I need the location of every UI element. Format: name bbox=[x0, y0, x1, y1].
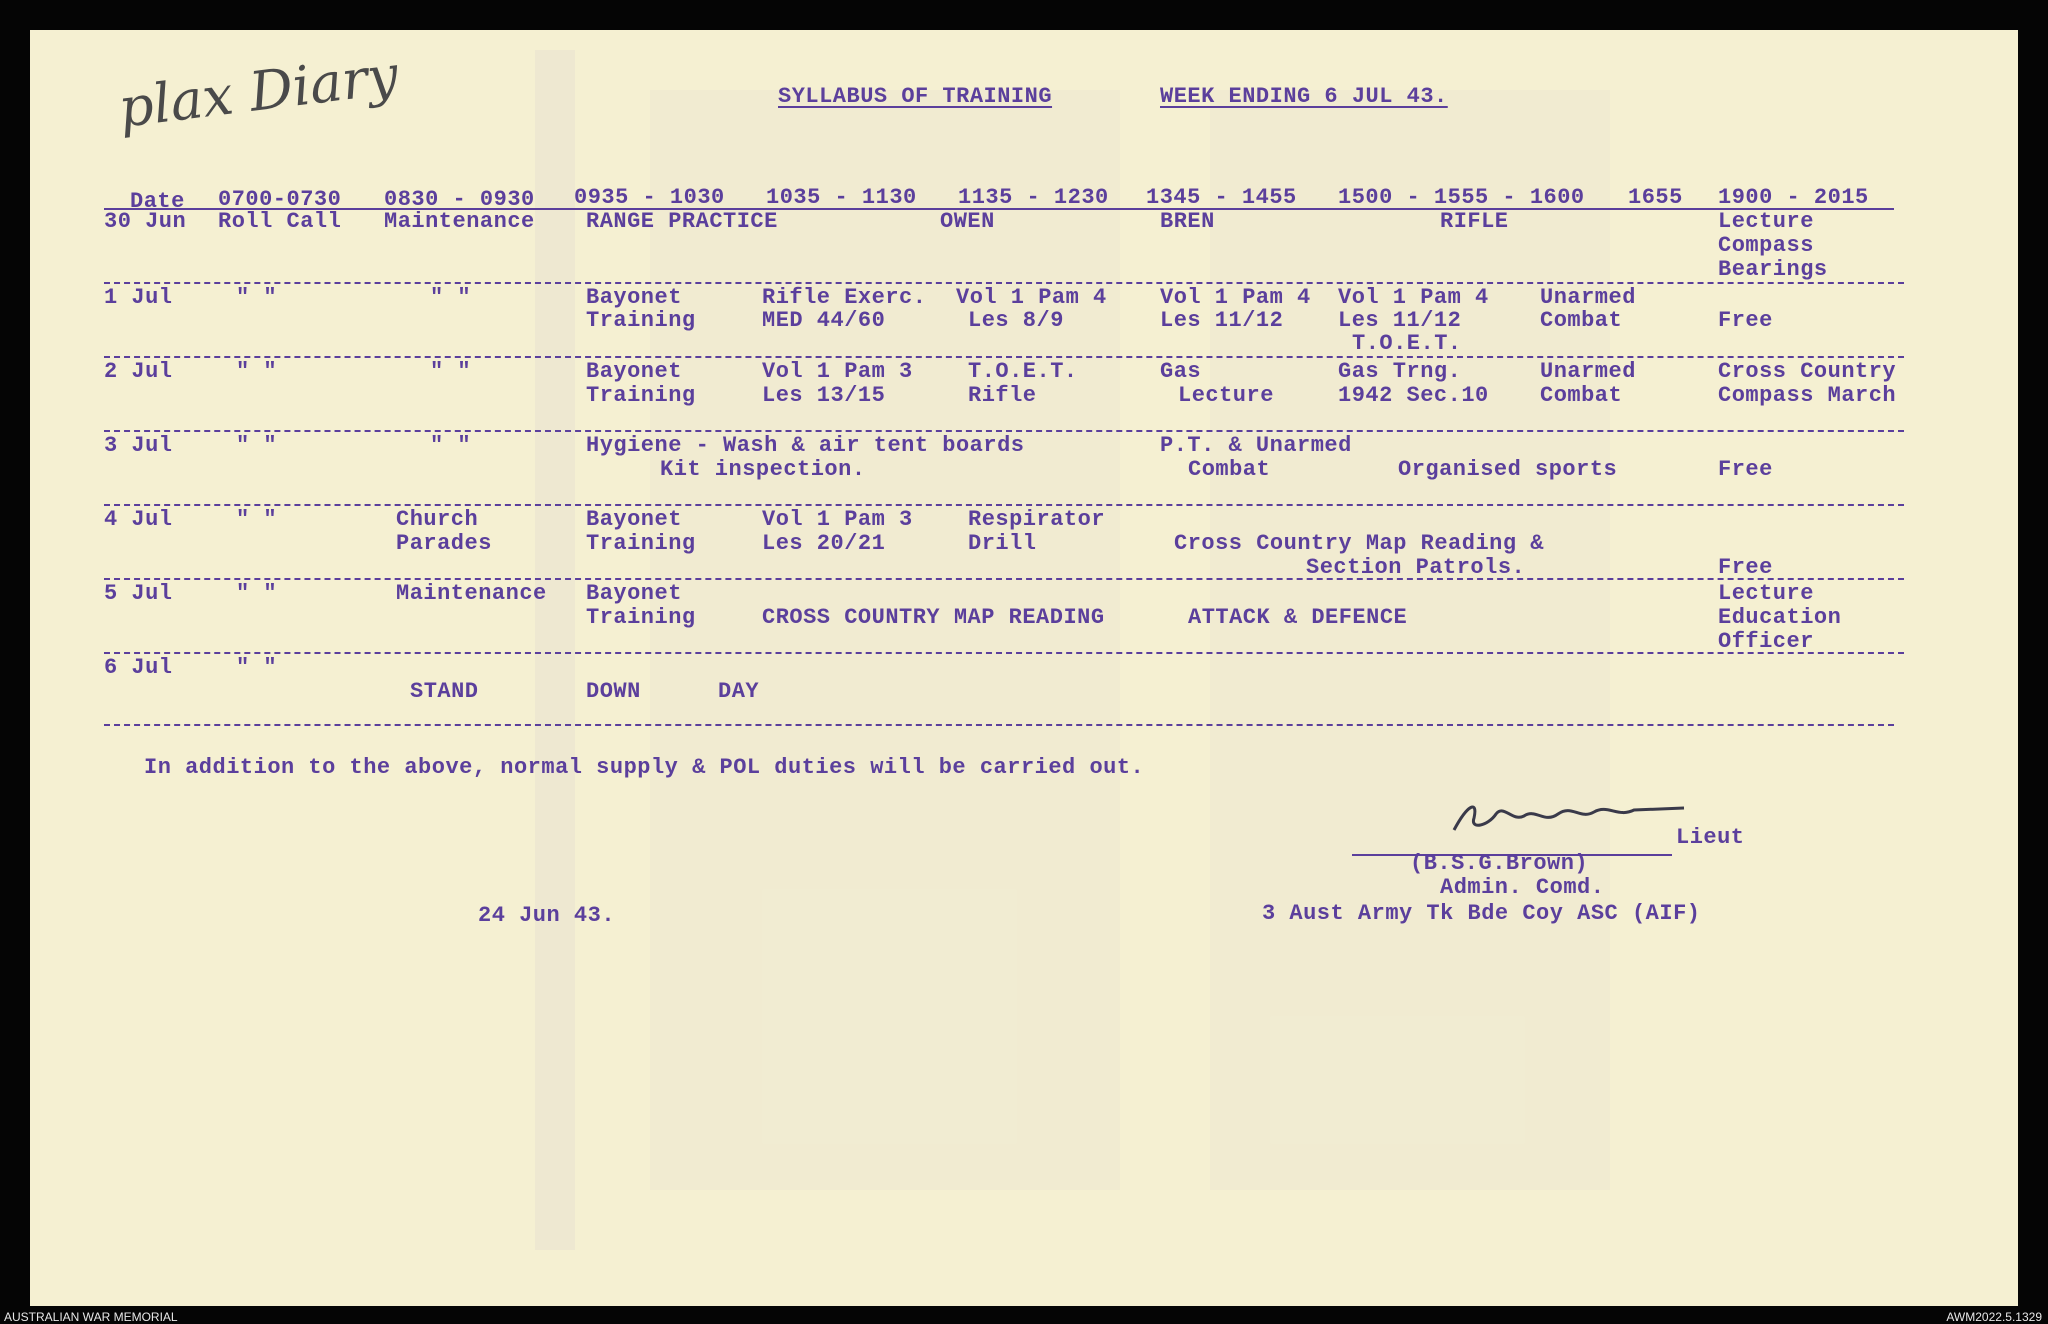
cell: Combat bbox=[1540, 383, 1623, 408]
cell: RANGE PRACTICE bbox=[586, 209, 778, 234]
cell: Lecture bbox=[1178, 383, 1274, 408]
handwritten-note: plax Diary bbox=[115, 43, 402, 140]
cell: Training bbox=[586, 605, 696, 630]
cell: " " bbox=[236, 433, 278, 458]
cell: Rifle bbox=[968, 383, 1037, 408]
cell: DOWN bbox=[586, 679, 641, 704]
cell: OWEN bbox=[940, 209, 995, 234]
row-divider bbox=[104, 430, 1904, 432]
header-time-1: 0700-0730 bbox=[218, 187, 342, 212]
cell: T.O.E.T. bbox=[1352, 331, 1462, 356]
row-date: 6 Jul bbox=[104, 655, 173, 680]
week-ending: WEEK ENDING 6 JUL 43. bbox=[1160, 84, 1448, 109]
cell: Combat bbox=[1540, 308, 1623, 333]
header-time-2: 0830 - 0930 bbox=[384, 187, 535, 212]
signatory-title: Admin. Comd. bbox=[1440, 875, 1605, 900]
cell: CROSS COUNTRY MAP READING bbox=[762, 605, 1105, 630]
row-date: 2 Jul bbox=[104, 359, 173, 384]
cell: STAND bbox=[410, 679, 479, 704]
archive-label: AUSTRALIAN WAR MEMORIAL bbox=[4, 1310, 178, 1324]
cell: Les 13/15 bbox=[762, 383, 886, 408]
cell: P.T. & Unarmed bbox=[1160, 433, 1352, 458]
cell: Compass bbox=[1718, 233, 1814, 258]
cell: Vol 1 Pam 3 bbox=[762, 507, 913, 532]
cell: " " bbox=[236, 581, 278, 606]
cell: RIFLE bbox=[1440, 209, 1509, 234]
signatory-unit: 3 Aust Army Tk Bde Coy ASC (AIF) bbox=[1262, 901, 1701, 926]
cell: Lecture bbox=[1718, 581, 1814, 606]
cell: Unarmed bbox=[1540, 359, 1636, 384]
cell: Roll Call bbox=[218, 209, 342, 234]
cell: " " bbox=[430, 359, 472, 384]
row-divider bbox=[104, 578, 1904, 580]
cell: Training bbox=[586, 531, 696, 556]
row-date: 4 Jul bbox=[104, 507, 173, 532]
row-date: 1 Jul bbox=[104, 285, 173, 310]
cell: Maintenance bbox=[396, 581, 547, 606]
cell: Vol 1 Pam 4 bbox=[1338, 285, 1489, 310]
cell: BREN bbox=[1160, 209, 1215, 234]
cell: Training bbox=[586, 383, 696, 408]
cell: 1942 Sec.10 bbox=[1338, 383, 1489, 408]
signature-scrawl bbox=[1448, 796, 1698, 836]
cell: Bearings bbox=[1718, 257, 1828, 282]
header-time-6: 1345 - 1455 bbox=[1146, 185, 1297, 210]
cell: Bayonet bbox=[586, 581, 682, 606]
row-divider bbox=[104, 504, 1904, 506]
cell: Combat bbox=[1188, 457, 1271, 482]
cell: " " bbox=[236, 655, 278, 680]
cell: Cross Country Map Reading & bbox=[1174, 531, 1544, 556]
header-time-5: 1135 - 1230 bbox=[958, 185, 1109, 210]
cell: Organised sports bbox=[1398, 457, 1618, 482]
cell: MED 44/60 bbox=[762, 308, 886, 333]
cell: Bayonet bbox=[586, 507, 682, 532]
cell: Les 8/9 bbox=[968, 308, 1064, 333]
supply-note: In addition to the above, normal supply & POL duties will be carried out. bbox=[144, 755, 1145, 780]
header-time-7: 1500 - 1555 - 1600 bbox=[1338, 185, 1585, 210]
row-date: 3 Jul bbox=[104, 433, 173, 458]
cell: Drill bbox=[968, 531, 1037, 556]
cell: Free bbox=[1718, 555, 1773, 580]
cell: T.O.E.T. bbox=[968, 359, 1078, 384]
cell: Parades bbox=[396, 531, 492, 556]
cell: Les 20/21 bbox=[762, 531, 886, 556]
document-title: SYLLABUS OF TRAINING bbox=[778, 84, 1053, 109]
row-date: 5 Jul bbox=[104, 581, 173, 606]
header-underline bbox=[104, 208, 1894, 210]
cell: Vol 1 Pam 3 bbox=[762, 359, 913, 384]
cell: Officer bbox=[1718, 629, 1814, 654]
cell: " " bbox=[236, 359, 278, 384]
cell: Gas Trng. bbox=[1338, 359, 1462, 384]
cell: Hygiene - Wash & air tent boards bbox=[586, 433, 1025, 458]
header-time-9: 1900 - 2015 bbox=[1718, 185, 1869, 210]
row-date: 30 Jun bbox=[104, 209, 187, 234]
cell: Training bbox=[586, 308, 696, 333]
cell: Gas bbox=[1160, 359, 1202, 384]
row-divider bbox=[104, 282, 1904, 284]
cell: Bayonet bbox=[586, 285, 682, 310]
date-signed: 24 Jun 43. bbox=[478, 903, 616, 928]
row-divider bbox=[104, 356, 1904, 358]
cell: " " bbox=[430, 285, 472, 310]
cell: ATTACK & DEFENCE bbox=[1188, 605, 1408, 630]
row-divider bbox=[104, 652, 1904, 654]
cell: Cross Country bbox=[1718, 359, 1897, 384]
cell: Kit inspection. bbox=[660, 457, 866, 482]
cell: Section Patrols. bbox=[1306, 555, 1526, 580]
cell: Les 11/12 bbox=[1160, 308, 1284, 333]
cell: " " bbox=[236, 507, 278, 532]
header-time-8: 1655 bbox=[1628, 185, 1683, 210]
signature-rank: Lieut bbox=[1676, 825, 1745, 850]
cell: Unarmed bbox=[1540, 285, 1636, 310]
header-time-4: 1035 - 1130 bbox=[766, 185, 917, 210]
cell: Maintenance bbox=[384, 209, 535, 234]
cell: Bayonet bbox=[586, 359, 682, 384]
row-divider bbox=[104, 724, 1894, 726]
cell: Rifle Exerc. bbox=[762, 285, 927, 310]
cell: DAY bbox=[718, 679, 760, 704]
cell: " " bbox=[236, 285, 278, 310]
cell: Education bbox=[1718, 605, 1842, 630]
cell: Respirator bbox=[968, 507, 1106, 532]
cell: Les 11/12 bbox=[1338, 308, 1462, 333]
cell: " " bbox=[430, 433, 472, 458]
cell: Free bbox=[1718, 457, 1773, 482]
header-date: Date bbox=[130, 189, 185, 214]
header-time-3: 0935 - 1030 bbox=[574, 185, 725, 210]
archive-reference: AWM2022.5.1329 bbox=[1946, 1310, 2042, 1324]
cell: Church bbox=[396, 507, 479, 532]
cell: Compass March bbox=[1718, 383, 1897, 408]
cell: Lecture bbox=[1718, 209, 1814, 234]
cell: Vol 1 Pam 4 bbox=[1160, 285, 1311, 310]
signatory-name: (B.S.G.Brown) bbox=[1410, 851, 1589, 876]
cell: Vol 1 Pam 4 bbox=[956, 285, 1107, 310]
cell: Free bbox=[1718, 308, 1773, 333]
